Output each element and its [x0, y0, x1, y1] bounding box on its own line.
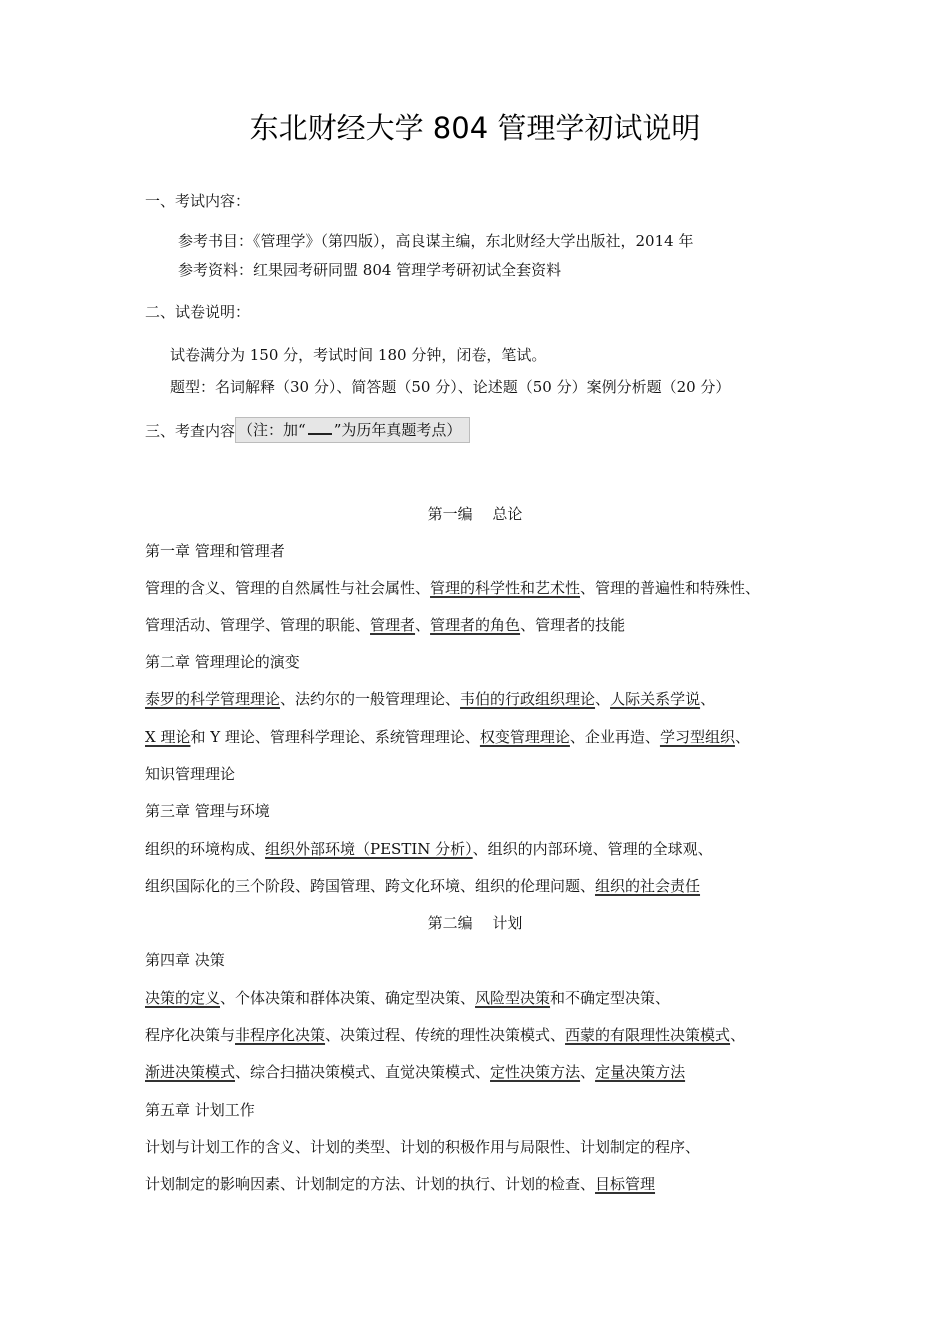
- text-segment: 和 Y 理论、管理科学理论、系统管理理论、: [190, 728, 480, 746]
- exam-point: 定量决策方法: [595, 1063, 686, 1081]
- reference-material: 参考资料：红果园考研同盟 804 管理学考研初试全套资料: [178, 261, 562, 279]
- exam-point: X 理论: [145, 728, 191, 746]
- chapter-1-line-1: [145, 578, 760, 598]
- exam-point: 目标管理: [595, 1175, 656, 1193]
- chapter-5-line-1: 计划与计划工作的含义、计划的类型、计划的积极作用与局限性、计划制定的程序、: [145, 1138, 701, 1156]
- chapter-2-line-2: [145, 727, 750, 747]
- exam-point: 韦伯的行政组织理论: [460, 690, 596, 708]
- exam-point: 西蒙的有限理性决策模式: [565, 1026, 731, 1044]
- chapter-4-line-3: [145, 1062, 685, 1082]
- text-segment: 、企业再造、: [569, 728, 660, 746]
- text-segment: 程序化决策与: [145, 1026, 236, 1044]
- chapter-1-title: 第一章 管理和管理者: [145, 542, 285, 560]
- document-title: 东北财经大学 804 管理学初试说明: [249, 111, 701, 145]
- chapter-3-line-1: [145, 839, 713, 859]
- exam-point: 泰罗的科学管理理论: [145, 690, 281, 708]
- exam-point: 定性决策方法: [490, 1063, 581, 1081]
- chapter-4-title: 第四章 决策: [145, 951, 225, 969]
- chapter-5-title: 第五章 计划工作: [145, 1101, 255, 1119]
- text-segment: 、管理者的技能: [520, 616, 626, 634]
- exam-point: 渐进决策模式: [145, 1063, 236, 1081]
- exam-point: 权变管理理论: [479, 728, 570, 746]
- exam-point: 决策的定义: [145, 989, 221, 1007]
- exam-point: 非程序化决策: [235, 1026, 326, 1044]
- chapter-4-line-2: [145, 1025, 745, 1045]
- exam-point: 管理者的角色: [430, 616, 521, 634]
- text-segment: 组织国际化的三个阶段、跨国管理、跨文化环境、组织的伦理问题、: [145, 877, 596, 895]
- note-prefix: （注：加“: [238, 421, 306, 439]
- text-segment: 、: [415, 616, 431, 634]
- note-suffix: ”为历年真题考点）: [333, 421, 462, 439]
- exam-point-note: [235, 417, 470, 443]
- text-segment: 、: [700, 690, 716, 708]
- chapter-2-title: 第二章 管理理论的演变: [145, 653, 300, 671]
- text-segment: 、决策过程、传统的理性决策模式、: [325, 1026, 566, 1044]
- section-3-heading: [145, 418, 470, 444]
- part-1-title: 第一编 总论: [427, 505, 523, 523]
- text-segment: 计划制定的影响因素、计划制定的方法、计划的执行、计划的检查、: [145, 1175, 596, 1193]
- section-2-heading: 二、试卷说明：: [145, 303, 251, 321]
- text-segment: 、组织的内部环境、管理的全球观、: [472, 840, 713, 858]
- exam-point: 人际关系学说: [610, 690, 701, 708]
- text-segment: 组织的环境构成、: [145, 840, 266, 858]
- text-segment: 、管理的普遍性和特殊性、: [580, 579, 761, 597]
- text-segment: 和不确定型决策、: [550, 989, 671, 1007]
- exam-point: 学习型组织: [659, 728, 735, 746]
- exam-point: 管理者: [370, 616, 416, 634]
- text-segment: 、: [730, 1026, 746, 1044]
- exam-point: 组织外部环境（PESTIN 分析）: [265, 840, 473, 858]
- text-segment: 、: [580, 1063, 596, 1081]
- exam-point: 管理的科学性和艺术性: [430, 579, 581, 597]
- text-segment: 、: [734, 728, 750, 746]
- text-segment: 、: [595, 690, 611, 708]
- text-segment: 、个体决策和群体决策、确定型决策、: [220, 989, 476, 1007]
- text-segment: 、法约尔的一般管理理论、: [280, 690, 461, 708]
- exam-types-line: 题型：名词解释（30 分）、简答题（50 分）、论述题（50 分）案例分析题（20 分）: [170, 378, 731, 396]
- chapter-1-line-2: [145, 615, 625, 635]
- chapter-2-line-3: 知识管理理论: [145, 765, 236, 783]
- exam-point: 风险型决策: [475, 989, 551, 1007]
- underline-sample: [308, 421, 332, 435]
- text-segment: 管理的含义、管理的自然属性与社会属性、: [145, 579, 431, 597]
- text-segment: 、综合扫描决策模式、直觉决策模式、: [235, 1063, 491, 1081]
- section-1-heading: 一、考试内容：: [145, 192, 251, 210]
- text-segment: 管理活动、管理学、管理的职能、: [145, 616, 371, 634]
- section-3-heading-text: 三、考查内容: [145, 422, 236, 440]
- chapter-4-line-1: [145, 988, 670, 1008]
- chapter-5-line-2: [145, 1174, 655, 1194]
- exam-point: 组织的社会责任: [595, 877, 701, 895]
- chapter-3-line-2: [145, 876, 700, 896]
- reference-book: 参考书目：《管理学》（第四版），高良谋主编，东北财经大学出版社，2014 年: [178, 232, 694, 250]
- exam-score-line: 试卷满分为 150 分，考试时间 180 分钟，闭卷，笔试。: [170, 346, 547, 364]
- chapter-3-title: 第三章 管理与环境: [145, 802, 270, 820]
- part-2-title: 第二编 计划: [427, 914, 523, 932]
- chapter-2-line-1: [145, 689, 715, 709]
